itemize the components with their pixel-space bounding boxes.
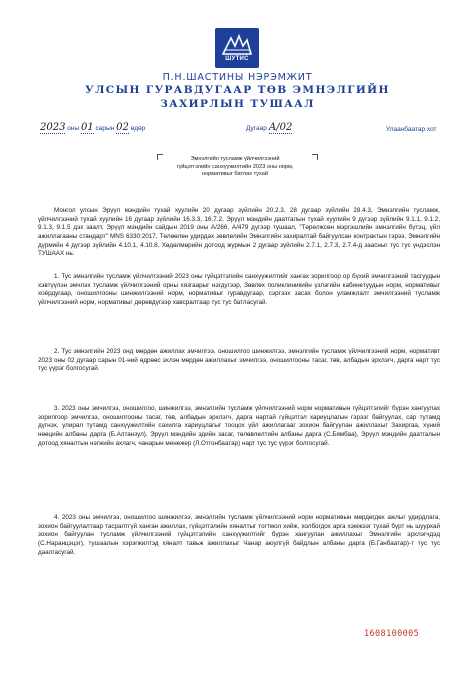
subject-corner-right	[312, 154, 318, 160]
order-number	[246, 122, 292, 134]
subject-line-3: нормативыг батлах тухай	[201, 171, 269, 178]
paragraph-2: 2. Тус эмнэлгийн 2023 онд мөрдөн ажиллах эмчилгээ, оношилгоо шинжилгээ, эмнэлгийн тусламж үйлчилгээний норм, нормативт 2023 оны 02 дугаар сарын 01-ний өдрөөс эхлэн мөрдөн ажиллахыг эмчилгээ, оношилгооны тасаг, төв, албадын эрхлэгч, дарга нарт тус тус үүрэг болгосугай.	[38, 348, 440, 373]
logo-emblem-icon	[215, 28, 259, 68]
order-number-label: Дугаар	[246, 125, 267, 132]
subject-corner-left	[157, 154, 163, 160]
order-city: Улаанбаатар хот	[386, 126, 437, 133]
order-subject	[170, 156, 300, 179]
order-date	[40, 122, 200, 134]
header-line-2: УЛСЫН ГУРАВДУГААР ТӨВ ЭМНЭЛГИЙН	[85, 84, 390, 96]
paragraph-1: 1. Тус эмнэлгийн тусламж үйлчилгээний 2023 оны гүйцэтгэлийн санхүүжилтийг хангах зорилгоор ор бүхий эмчилгээний тасгуудын хэвтүүлэн эмчлэх тусламж үйлчилгээний орны хязгаарыг нэгдүгээр, Зөвлөх поликлиникийн үзлэгийн кабинетуудын норм, нормативыг хоёрдугаар, оношилгооны шинжилгээний норм, нормативыг гуравдугаар, сэргээх засах болон уламжлалт эмчилгээний тусламж үйлчилгээний норм, нормативыг дөрөвдүгээр хавсралтаар тус тус батласугай.	[38, 273, 440, 306]
order-day: 02	[116, 122, 129, 133]
order-year-suffix: оны	[67, 125, 80, 132]
header-line-1: П.Н.ШАСТИНЫ НЭРЭМЖИТ	[162, 72, 313, 83]
header-title: ЗАХИРЛЫН ТУШААЛ	[160, 98, 315, 110]
order-number-value: А/02	[268, 122, 293, 133]
order-day-suffix: өдөр	[130, 125, 146, 132]
university-logo	[215, 28, 259, 68]
subject-line-1: Эмнэлгийн тусламж үйлчилгээний	[190, 156, 280, 162]
order-month: 01	[80, 122, 94, 133]
paragraph-4: 4. 2023 оны эмчилгээ, оношилгоо шинжилгээ, эмнэлгийн тусламж үйлчилгээний норм нормативын мөрдөгдөх ажлыг удирдлага, зохион байгуулалтаар тасралтгүй ханган ажиллах, гүйцэтгэлийн хяналтыг тогтмол хийж, холбогдох арга хэмжээг тухай бүрт нь шуурхай зохион байгуулан тусламж үйлчилгээний гүйцэтгэлийн санхүүжилтийг бүрэн хангуулан ажиллахыг Эмнэлгийн эрхлэгчдэд (С.Наранцэцэг), тушаалын хэрэгжилтэд хяналт тавьж ажиллахыг Чанар аюулгүй байдлын албаны дарга (Б.Ганбаатар)-т тус тус даалгасугай.	[38, 514, 440, 556]
order-year: 2023	[40, 122, 66, 133]
subject-line-2: гүйцэтгэлийн санхүүжилтийн 2023 оны норм,	[176, 163, 294, 170]
logo-text: ШУТИС	[225, 56, 249, 62]
document-serial-number: 1608100005	[364, 629, 420, 639]
intro-paragraph: Монгол улсын Эрүүл мэндийн тухай хуулийн 20 дугаар зүйлийн 20.2.3, 28 дугаар зүйлийн 28.4.3, Эмнэлгийн тусламж, үйлчилгээний тухай хуулийн 16 дугаар зүйлийн 16.3.3, 16.7.2, Эрүүл мэндийн даатгалын тухай хуулийн 9 дүгээр зүйлийн 9.1.1, 9.1.2, 9.1.3, 9.1.5 дэх заалт, Эрүүл мэндийн сайдын 2019 оны А/266, А/479 дүгээр тушаал, "Төрөлжсөн мэргэшлийн эмнэлгийн бүтэц, үйл ажиллагааны стандарт" MNS 6330:2017, Төлөөлөн удирдах зөвлөлийн Эмнэлгийн захиралтай байгуулсан контрактын гэрээ, Эмнэлгийн дүрмийн 4 дүгээр зүйлийн 4.10.1, 4.10.8, Хөдөлмөрийн дотоод журмын 2 дугаар зүйлийн 2.7.1, 2.7.3, 2.7.4-д заасныг тус тус үндэслэн ТУШААХ нь:	[38, 207, 440, 258]
paragraph-3: 3. 2023 оны эмчилгээ, оношилгоо, шинжилгээ, эмнэлгийн тусламж үйлчилгээний норм нормативын гүйцэтгэлийг бүрэн хангуулах зорилгоор эмчилгээ, оношилгооны тасаг, төв, албадын эрхлэгч, дарга нартай гүйцэтгэл хариуцлагын гэрээг байгуулах, сар тутамд дүгнэх, улирал тутамд санхүүжилтийн сахилга хариуцлагыг тооцох үйл ажиллагааг зохион байгуулан ажиллахыг Захиргаа, хүний нөөцийн албаны дарга (Б.Алтанзул), Эрүүл мэндийн эдийн засаг, төлөвлөлтийн албаны дарга (С.Бямбаа), Эрүүл мэндийн даатгалын дотоод хяналтын нэгжийн ахлагч, чанарын менежер (Л.Отгонбаатар) нарт тус тус үүрэг болгосугай.	[38, 405, 440, 447]
order-month-suffix: сарын	[95, 125, 115, 132]
